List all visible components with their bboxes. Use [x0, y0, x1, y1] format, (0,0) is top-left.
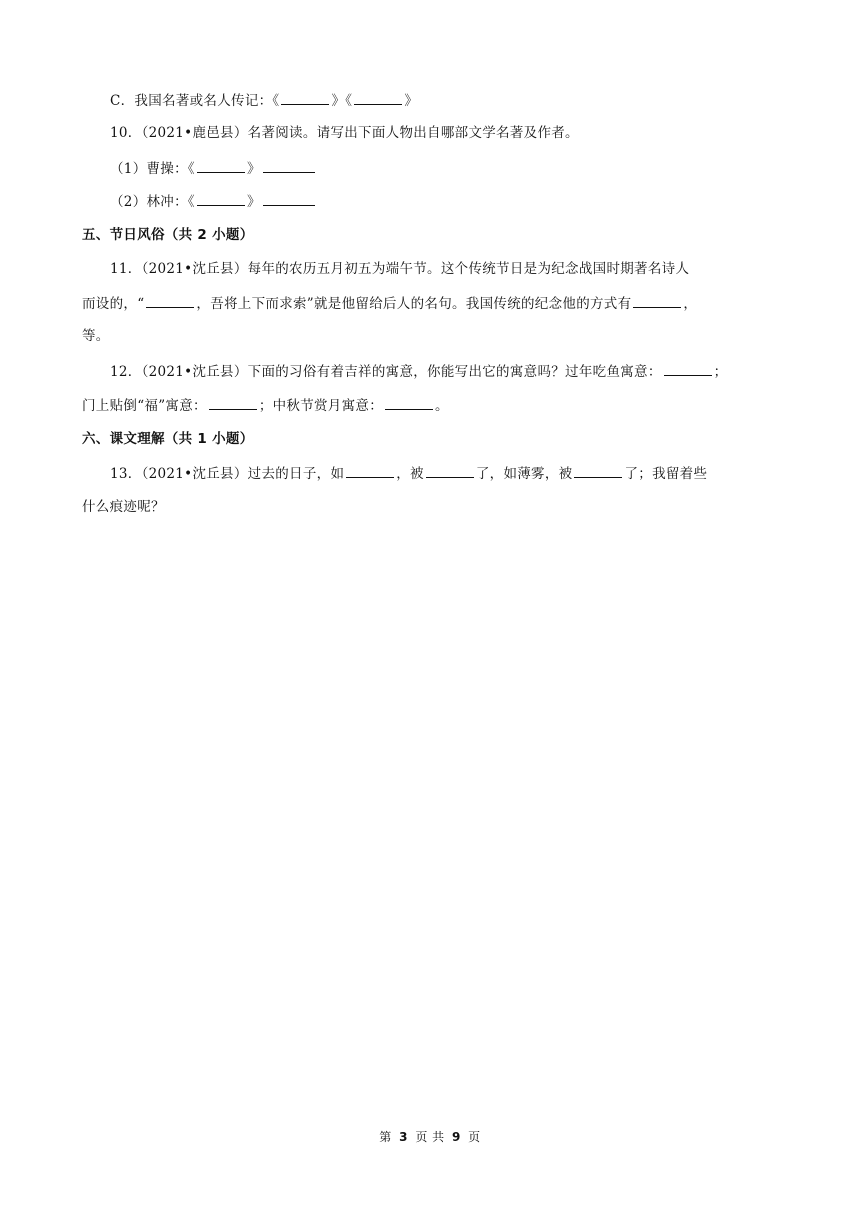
q12-text-c: 门上贴倒“福”寓意：: [82, 398, 207, 414]
answer-blank[interactable]: [281, 91, 329, 105]
answer-blank[interactable]: [209, 396, 257, 410]
current-page-number: 3: [399, 1130, 408, 1144]
answer-blank[interactable]: [664, 362, 712, 376]
q12-text-b: ；: [713, 364, 728, 380]
option-c-sep: 》《: [331, 93, 353, 109]
question-11-line-2: [82, 294, 782, 313]
q13-text-d: 了；我留着些: [624, 466, 708, 482]
q11-text-c: ，: [683, 296, 698, 312]
answer-blank[interactable]: [197, 192, 245, 206]
option-c-text: C．我国名著或名人传记：《: [110, 93, 280, 109]
answer-blank[interactable]: [146, 294, 194, 308]
answer-blank[interactable]: [385, 396, 433, 410]
total-page-number: 9: [451, 1130, 461, 1144]
part-label: （1）曹操：《: [110, 161, 195, 177]
part-sep: 》: [246, 194, 261, 210]
q12-text-d: ；中秋节赏月寓意：: [258, 398, 384, 414]
q13-text-b: ，被: [396, 466, 424, 482]
answer-blank[interactable]: [346, 464, 394, 478]
option-c-line: [110, 91, 810, 110]
question-13-line-2: 什么痕迹呢？: [82, 499, 165, 515]
q12-text-a: 12．（2021•沈丘县）下面的习俗有着吉祥的寓意，你能写出它的寓意吗？过年吃鱼寓意：: [110, 364, 662, 380]
question-10-part-1: [110, 159, 810, 178]
section-heading-5: 五、节日风俗（共 2 小题）: [82, 227, 254, 243]
q13-text-c: 了，如薄雾，被: [475, 466, 573, 482]
part-sep: 》: [246, 161, 261, 177]
footer-prefix: 第: [379, 1130, 392, 1144]
q11-text-b: ，吾将上下而求索”就是他留给后人的名句。我国传统的纪念他的方式有: [196, 296, 632, 312]
footer-suffix: 页: [468, 1130, 481, 1144]
question-12-line-2: [82, 396, 782, 415]
answer-blank[interactable]: [354, 91, 402, 105]
option-c-end: 》: [404, 93, 419, 109]
question-11-line-1: 11．（2021•沈丘县）每年的农历五月初五为端午节。这个传统节日是为纪念战国时期著名诗人: [110, 261, 690, 277]
answer-blank[interactable]: [197, 159, 245, 173]
answer-blank[interactable]: [633, 294, 681, 308]
part-label: （2）林冲：《: [110, 194, 195, 210]
answer-blank[interactable]: [263, 159, 315, 173]
answer-blank[interactable]: [574, 464, 622, 478]
answer-blank[interactable]: [263, 192, 315, 206]
question-13-line-1: [110, 464, 810, 483]
question-10: 10．（2021•鹿邑县）名著阅读。请写出下面人物出自哪部文学名著及作者。: [110, 125, 579, 141]
question-11-line-3: 等。: [82, 328, 110, 344]
question-12-line-1: [110, 362, 810, 381]
q13-text-a: 13．（2021•沈丘县）过去的日子，如: [110, 466, 345, 482]
section-heading-6: 六、课文理解（共 1 小题）: [82, 431, 254, 447]
q11-text-a: 而设的，“: [82, 296, 145, 312]
q12-text-e: 。: [435, 398, 449, 414]
question-10-part-2: [110, 192, 810, 211]
answer-blank[interactable]: [426, 464, 474, 478]
page-footer: [0, 1128, 860, 1145]
footer-middle: 页 共: [415, 1130, 445, 1144]
